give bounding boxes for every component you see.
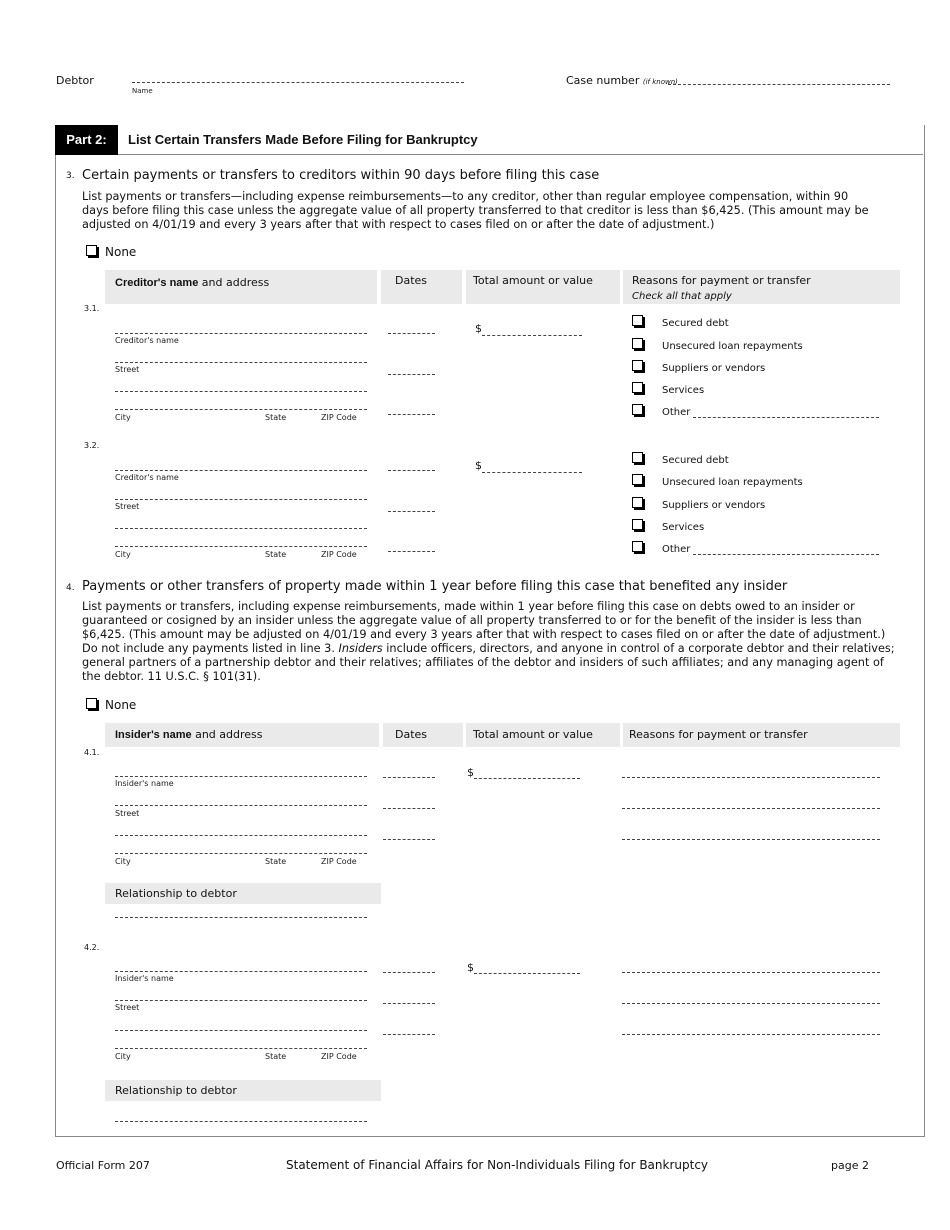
row-3-2-zip-label: ZIP Code [321, 550, 357, 559]
footer-page-number: page 2 [831, 1159, 869, 1172]
q3-col-dates: Dates [381, 270, 462, 304]
row-3-1-other-label: Other [662, 407, 691, 418]
q3-none-label: None [105, 245, 137, 259]
row-3-1-unsecured-loan-checkbox[interactable] [632, 338, 643, 349]
row-3-1-date-field-2[interactable] [388, 374, 435, 375]
row-3-2-date-field-2[interactable] [388, 511, 435, 512]
row-3-1-date-field-3[interactable] [388, 414, 435, 415]
part-title: List Certain Transfers Made Before Filing for Bankruptcy [128, 132, 478, 147]
row-3-2-services-label: Services [662, 522, 705, 533]
row-4-2-reason-field-1[interactable] [622, 972, 880, 973]
row-4-1-state-label: State [265, 857, 287, 866]
q3-col-reasons: Reasons for payment or transfer Check all that apply [623, 270, 900, 304]
row-4-1-reason-field-1[interactable] [622, 777, 880, 778]
q4-none-label: None [105, 698, 137, 712]
row-4-1-amount-field[interactable] [474, 778, 580, 779]
row-3-1-date-field-1[interactable] [388, 333, 435, 334]
row-4-2-insider-name-label: Insider's name [115, 974, 174, 983]
row-4-2-reason-field-2[interactable] [622, 1003, 880, 1004]
row-3-2-other-label: Other [662, 544, 691, 555]
row-3-1-street2-field[interactable] [115, 391, 367, 392]
row-3-2-date-field-3[interactable] [388, 551, 435, 552]
case-number-label: Case number (if known) [566, 74, 678, 87]
row-4-2-reason-field-3[interactable] [622, 1034, 880, 1035]
row-3-2-creditor-name-label: Creditor's name [115, 473, 179, 482]
row-3-2-state-label: State [265, 550, 287, 559]
row-3-1-secured-debt-checkbox[interactable] [632, 315, 643, 326]
row-4-2-street-label: Street [115, 1003, 140, 1012]
row-4-1-relationship-header: Relationship to debtor [105, 883, 381, 904]
row-3-1-amount-field[interactable] [482, 335, 582, 336]
row-3-2-secured-debt-label: Secured debt [662, 455, 729, 466]
row-3-1-services-checkbox[interactable] [632, 382, 643, 393]
row-3-2-other-field[interactable] [693, 554, 879, 555]
row-3-2-secured-debt-checkbox[interactable] [632, 452, 643, 463]
debtor-name-field[interactable] [132, 82, 464, 83]
row-4-1-date-field-2[interactable] [383, 808, 435, 809]
q3-instructions: List payments or transfers—including expense reimbursements—to any creditor, other than regular employee compensation, within 90 days before filing this case unless the aggregate value of all property transferred to that creditor is less than $6,425. (This amount may be adjusted on 4/01/19 and every 3 years after that with respect to cases filed on or after the date of adjustment.) [82, 190, 869, 231]
row-3-1-number: 3.1. [84, 304, 100, 313]
row-3-1-street-label: Street [115, 365, 140, 374]
row-4-1-date-field-3[interactable] [383, 839, 435, 840]
row-4-2-street-field[interactable] [115, 1000, 367, 1001]
row-3-1-state-label: State [265, 413, 287, 422]
row-3-2-suppliers-checkbox[interactable] [632, 497, 643, 508]
row-3-1-suppliers-label: Suppliers or vendors [662, 363, 766, 374]
q3-col-name: Creditor's name and address [105, 270, 377, 304]
q4-instructions: List payments or transfers, including expense reimbursements, made within 1 year before filing this case on debts owed to an insider or guaranteed or cosigned by an insider unless the aggregate value of all property transferred to or for the benefit of the insider is less than $6,425. (This amount may be adjusted on 4/01/19 and every 3 years after that with respect to cases filed on or after the date of adjustment.) Do not include any payments listed in line 3. Insiders include officers, directors, and anyone in control of a corporate debtor and their relatives; general partners of a partnership debtor and their relatives; affiliates of the debtor and insiders of such affiliates; and any managing agent of the debtor. 11 U.S.C. § 101(31). [82, 600, 895, 683]
row-3-1-services-label: Services [662, 385, 705, 396]
row-3-2-other-checkbox[interactable] [632, 541, 643, 552]
row-4-2-city-field[interactable] [115, 1048, 367, 1049]
row-3-2-number: 3.2. [84, 441, 100, 450]
row-3-1-city-label: City [115, 413, 131, 422]
debtor-label: Debtor [56, 74, 94, 87]
q3-col-total: Total amount or value [466, 270, 620, 304]
row-3-1-creditor-name-field[interactable] [115, 333, 367, 334]
row-4-1-zip-label: ZIP Code [321, 857, 357, 866]
row-3-1-creditor-name-label: Creditor's name [115, 336, 179, 345]
row-4-2-date-field-1[interactable] [383, 972, 435, 973]
q4-col-name: Insider's name and address [105, 723, 379, 747]
row-4-1-city-label: City [115, 857, 131, 866]
q3-none-checkbox[interactable] [86, 245, 97, 256]
row-4-1-reason-field-3[interactable] [622, 839, 880, 840]
row-4-1-reason-field-2[interactable] [622, 808, 880, 809]
q4-col-total: Total amount or value [466, 723, 620, 747]
row-3-2-suppliers-label: Suppliers or vendors [662, 500, 766, 511]
row-4-2-relationship-field[interactable] [115, 1121, 367, 1122]
row-4-2-street2-field[interactable] [115, 1030, 367, 1031]
row-4-1-street2-field[interactable] [115, 835, 367, 836]
footer-form-number: Official Form 207 [56, 1159, 150, 1172]
q4-title: Payments or other transfers of property made within 1 year before filing this case that benefited any insider [82, 579, 788, 594]
row-4-2-zip-label: ZIP Code [321, 1052, 357, 1061]
row-4-1-street-label: Street [115, 809, 140, 818]
row-3-1-unsecured-loan-label: Unsecured loan repayments [662, 341, 803, 352]
row-3-2-amount-field[interactable] [482, 472, 582, 473]
q4-number: 4. [66, 583, 75, 593]
debtor-name-sublabel: Name [132, 87, 153, 95]
q4-col-dates: Dates [383, 723, 463, 747]
part-tag: Part 2: [55, 125, 118, 155]
row-3-1-city-field[interactable] [115, 409, 367, 410]
row-4-2-city-label: City [115, 1052, 131, 1061]
row-3-2-city-field[interactable] [115, 546, 367, 547]
q3-number: 3. [66, 171, 75, 181]
q3-title: Certain payments or transfers to creditors within 90 days before filing this case [82, 168, 600, 183]
row-4-2-dollar-sign: $ [467, 961, 474, 974]
row-4-1-dollar-sign: $ [467, 766, 474, 779]
row-3-2-creditor-name-field[interactable] [115, 470, 367, 471]
row-3-2-city-label: City [115, 550, 131, 559]
q4-none-checkbox[interactable] [86, 698, 97, 709]
row-4-2-date-field-2[interactable] [383, 1003, 435, 1004]
row-4-1-number: 4.1. [84, 748, 100, 757]
row-3-2-street2-field[interactable] [115, 528, 367, 529]
row-4-2-number: 4.2. [84, 943, 100, 952]
row-3-2-date-field-1[interactable] [388, 470, 435, 471]
row-4-2-insider-name-field[interactable] [115, 971, 367, 972]
row-3-2-unsecured-loan-label: Unsecured loan repayments [662, 477, 803, 488]
row-3-1-other-field[interactable] [693, 417, 879, 418]
row-4-2-date-field-3[interactable] [383, 1034, 435, 1035]
row-3-2-services-checkbox[interactable] [632, 519, 643, 530]
q4-col-reasons: Reasons for payment or transfer [623, 723, 900, 747]
row-4-1-city-field[interactable] [115, 853, 367, 854]
row-3-2-street-field[interactable] [115, 499, 367, 500]
case-number-field[interactable] [668, 84, 890, 85]
row-3-1-secured-debt-label: Secured debt [662, 318, 729, 329]
row-3-2-dollar-sign: $ [475, 459, 482, 472]
row-4-2-state-label: State [265, 1052, 287, 1061]
row-4-1-date-field-1[interactable] [383, 777, 435, 778]
row-3-1-suppliers-checkbox[interactable] [632, 360, 643, 371]
row-3-2-street-label: Street [115, 502, 140, 511]
row-3-1-zip-label: ZIP Code [321, 413, 357, 422]
row-4-1-relationship-field[interactable] [115, 917, 367, 918]
footer-title: Statement of Financial Affairs for Non-Individuals Filing for Bankruptcy [286, 1158, 709, 1172]
row-3-2-unsecured-loan-checkbox[interactable] [632, 474, 643, 485]
part-divider [55, 154, 923, 155]
row-3-1-street-field[interactable] [115, 362, 367, 363]
row-3-1-dollar-sign: $ [475, 322, 482, 335]
row-4-2-amount-field[interactable] [474, 973, 580, 974]
row-4-1-insider-name-field[interactable] [115, 776, 367, 777]
row-4-1-insider-name-label: Insider's name [115, 779, 174, 788]
row-4-1-street-field[interactable] [115, 805, 367, 806]
row-3-1-other-checkbox[interactable] [632, 404, 643, 415]
row-4-2-relationship-header: Relationship to debtor [105, 1080, 381, 1101]
